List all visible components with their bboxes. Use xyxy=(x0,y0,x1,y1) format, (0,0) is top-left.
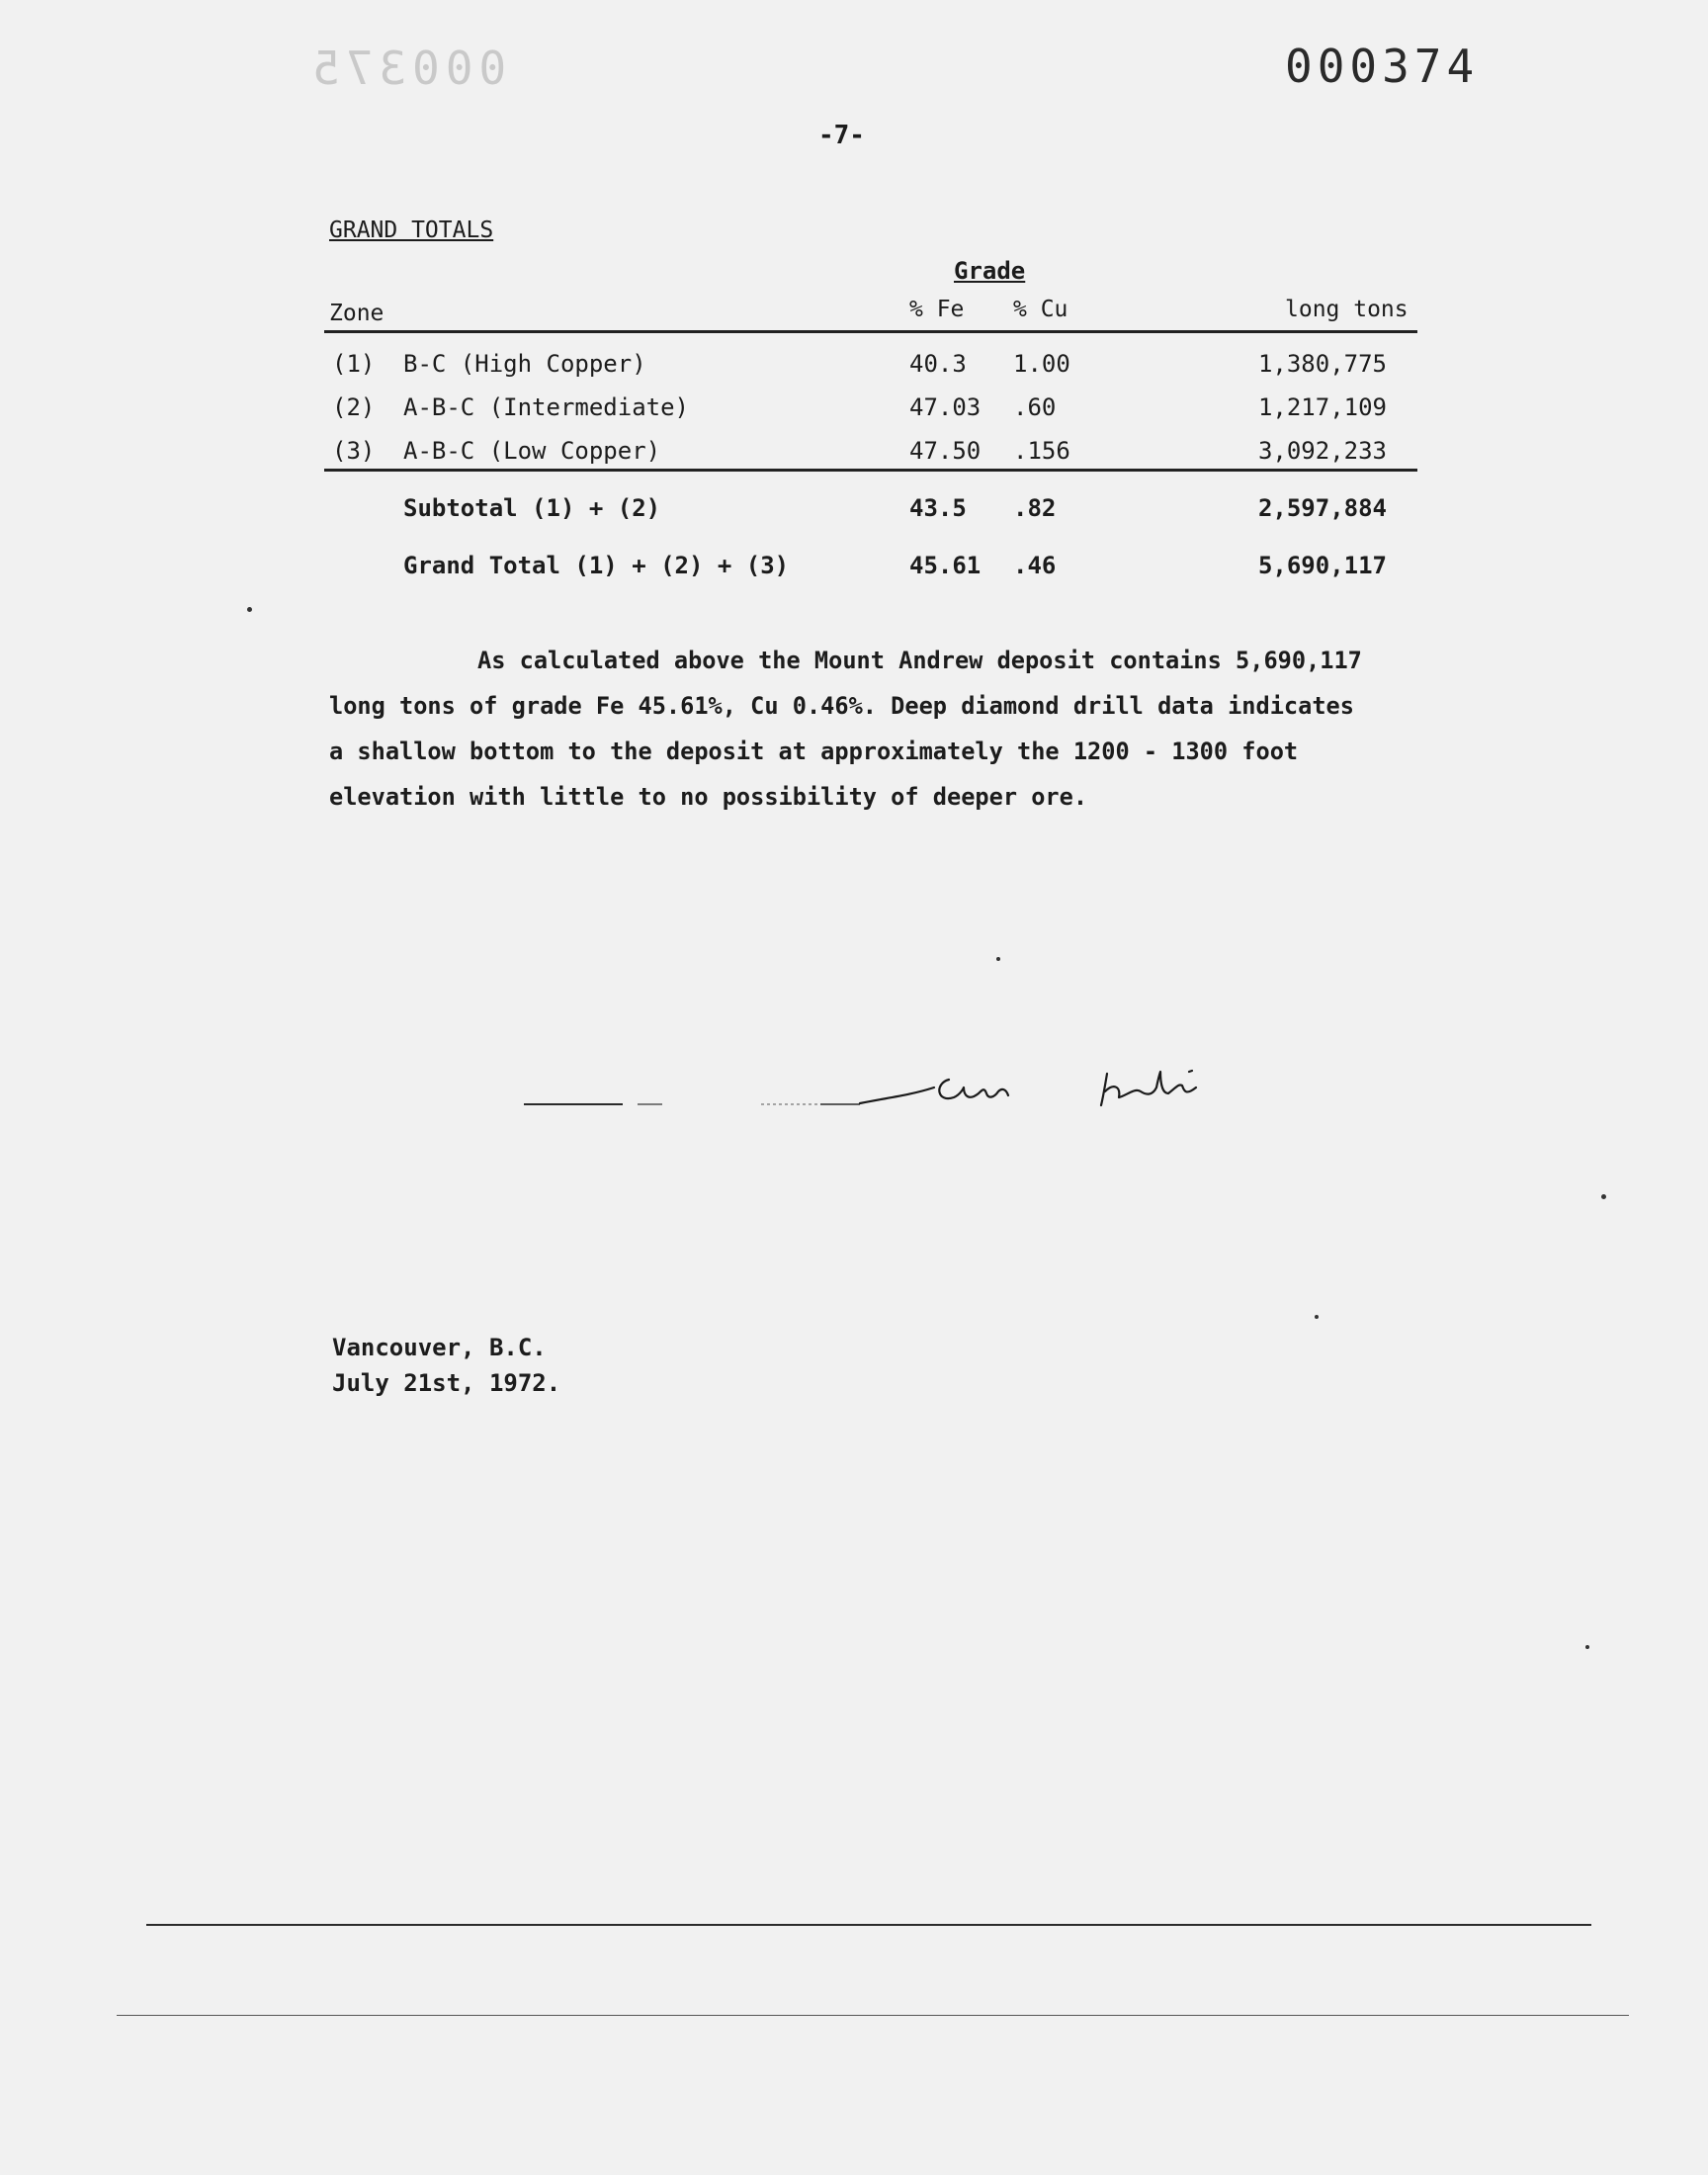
summary-paragraph xyxy=(329,638,1446,820)
grand-total-fe: 45.61 xyxy=(909,552,982,579)
ink-speck xyxy=(996,957,1000,961)
signature-line xyxy=(514,1058,1305,1137)
paragraph-line: elevation with little to no possibility of deeper ore. xyxy=(329,783,1088,811)
zone-number: (2) xyxy=(332,393,376,421)
paragraph-line: As calculated above the Mount Andrew deposit contains 5,690,117 xyxy=(477,647,1362,674)
cu-value: .60 xyxy=(1013,393,1057,421)
grand-total-row xyxy=(0,552,1708,591)
subtotal-label: Subtotal (1) + (2) xyxy=(403,494,661,522)
ink-speck xyxy=(1585,1645,1589,1649)
date-text: July 21st, 1972. xyxy=(332,1369,561,1397)
place-text: Vancouver, B.C. xyxy=(332,1334,547,1361)
zone-name: B-C (High Copper) xyxy=(403,350,646,378)
column-header-fe: % Fe xyxy=(909,297,965,322)
header-rule xyxy=(324,330,1417,333)
faded-page-stamp: 000375 xyxy=(306,42,507,95)
subtotal-tons: 2,597,884 xyxy=(1257,494,1387,522)
handwritten-signature xyxy=(860,1071,1196,1105)
footer-rule xyxy=(117,2015,1629,2016)
tons-value: 3,092,233 xyxy=(1257,437,1387,465)
zone-name: A-B-C (Intermediate) xyxy=(403,393,689,421)
ink-speck xyxy=(1315,1315,1319,1319)
grand-total-tons: 5,690,117 xyxy=(1257,552,1387,579)
subtotal-fe: 43.5 xyxy=(909,494,967,522)
signature-block xyxy=(332,1330,560,1401)
footer-rule xyxy=(146,1924,1591,1926)
zone-number: (1) xyxy=(332,350,376,378)
cu-value: .156 xyxy=(1013,437,1070,465)
fe-value: 47.03 xyxy=(909,393,982,421)
column-header-zone: Zone xyxy=(329,301,384,326)
subtotal-rule xyxy=(324,469,1417,472)
subtotal-row xyxy=(0,494,1708,534)
fe-value: 40.3 xyxy=(909,350,967,378)
tons-value: 1,380,775 xyxy=(1257,350,1387,378)
grade-header: Grade xyxy=(954,257,1026,285)
zone-number: (3) xyxy=(332,437,376,465)
grand-total-cu: .46 xyxy=(1013,552,1057,579)
column-header-long-tons: long tons xyxy=(1285,297,1409,322)
paragraph-line: a shallow bottom to the deposit at approximately the 1200 - 1300 foot xyxy=(329,738,1299,765)
ink-speck xyxy=(247,607,252,612)
tons-value: 1,217,109 xyxy=(1257,393,1387,421)
fe-value: 47.50 xyxy=(909,437,982,465)
cu-value: 1.00 xyxy=(1013,350,1070,378)
subtotal-cu: .82 xyxy=(1013,494,1057,522)
grand-total-label: Grand Total (1) + (2) + (3) xyxy=(403,552,790,579)
zone-name: A-B-C (Low Copper) xyxy=(403,437,661,465)
page-number: -7- xyxy=(818,121,865,150)
paragraph-line: long tons of grade Fe 45.61%, Cu 0.46%. Deep diamond drill data indicates xyxy=(329,692,1354,720)
ink-speck xyxy=(1601,1194,1606,1199)
page-stamp: 000374 xyxy=(1285,40,1480,93)
table-row xyxy=(0,350,1708,390)
table-row xyxy=(0,393,1708,433)
column-header-cu: % Cu xyxy=(1013,297,1068,322)
section-title: GRAND TOTALS xyxy=(329,218,494,243)
